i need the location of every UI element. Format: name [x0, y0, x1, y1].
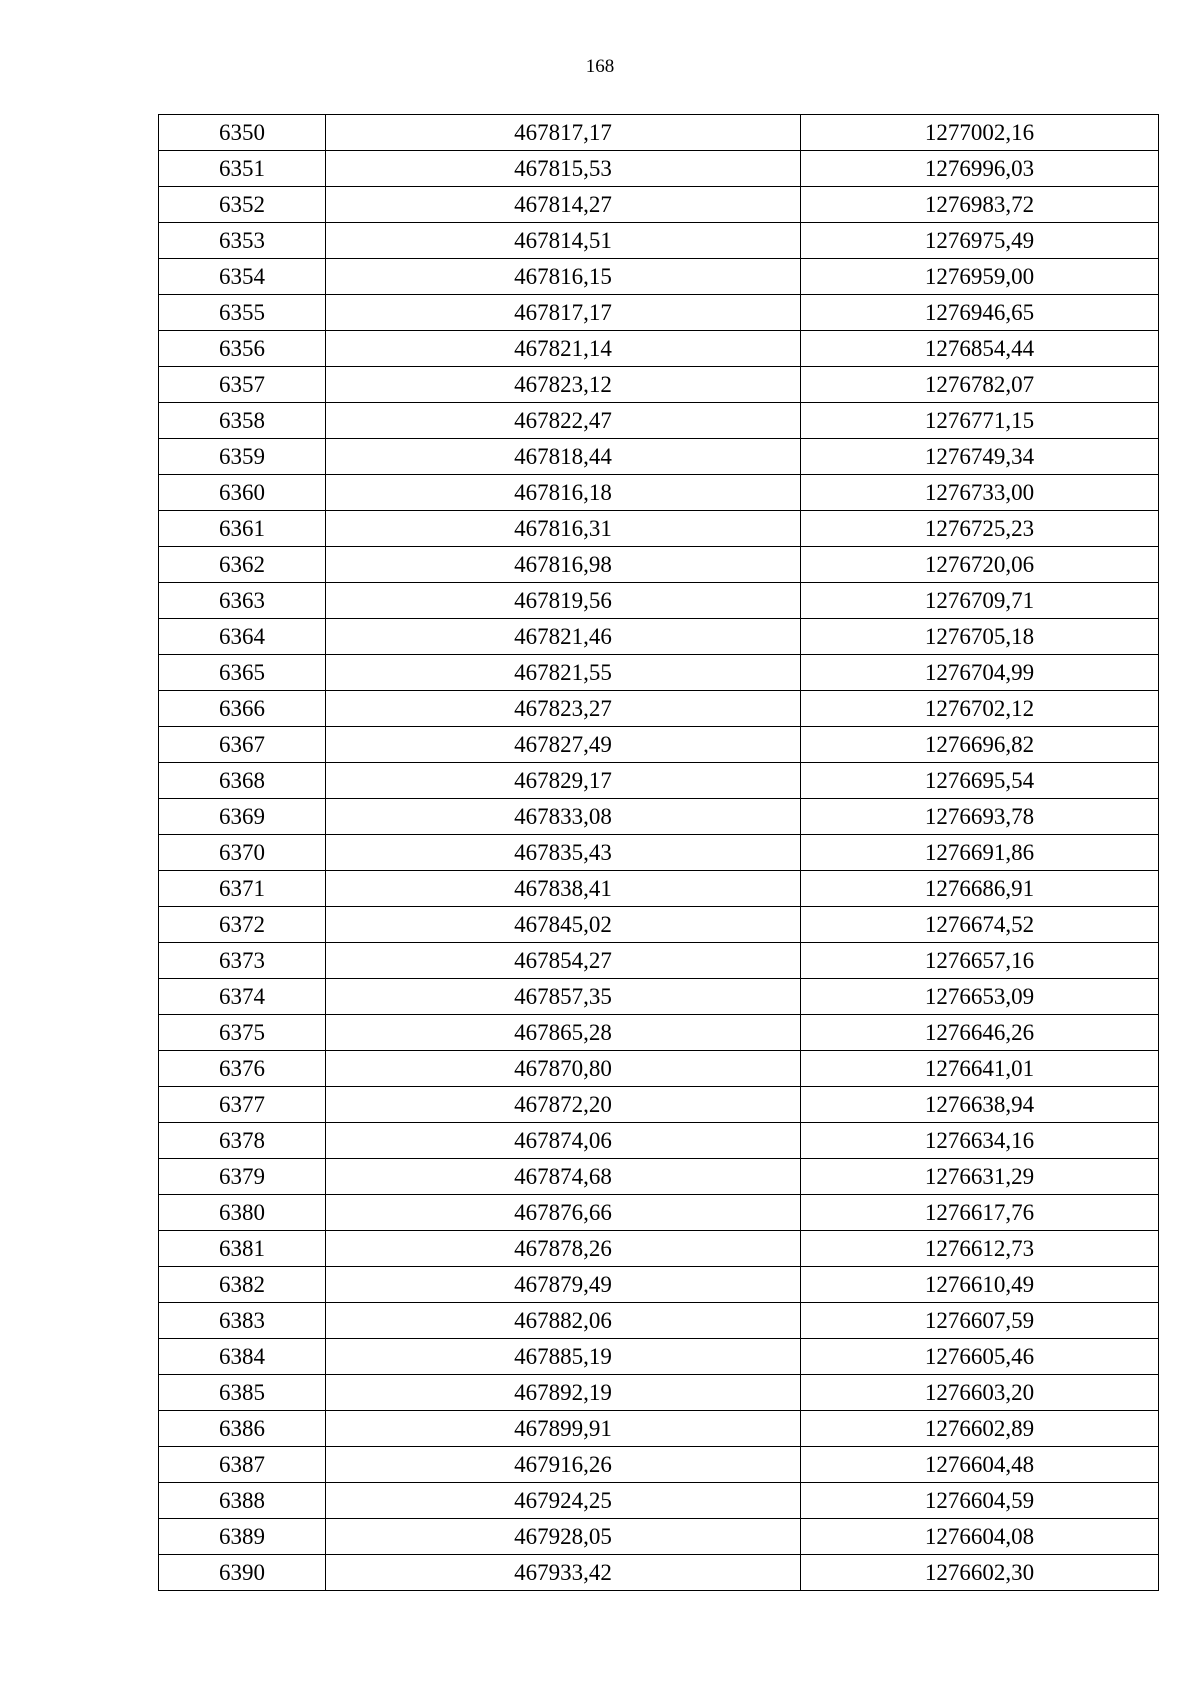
x-coordinate-cell: 467899,91	[326, 1411, 801, 1447]
table-row	[159, 1087, 1159, 1123]
table-row	[159, 655, 1159, 691]
y-coordinate-cell: 1276854,44	[801, 331, 1159, 367]
y-coordinate-cell: 1276782,07	[801, 367, 1159, 403]
table-row	[159, 583, 1159, 619]
point-number-cell: 6350	[159, 115, 326, 151]
point-number-cell: 6387	[159, 1447, 326, 1483]
y-coordinate-cell: 1276696,82	[801, 727, 1159, 763]
y-coordinate-cell: 1276612,73	[801, 1231, 1159, 1267]
y-coordinate-cell: 1276604,08	[801, 1519, 1159, 1555]
table-row	[159, 1267, 1159, 1303]
y-coordinate-cell: 1276704,99	[801, 655, 1159, 691]
y-coordinate-cell: 1276657,16	[801, 943, 1159, 979]
y-coordinate-cell: 1276634,16	[801, 1123, 1159, 1159]
x-coordinate-cell: 467814,51	[326, 223, 801, 259]
x-coordinate-cell: 467821,55	[326, 655, 801, 691]
table-row	[159, 1303, 1159, 1339]
y-coordinate-cell: 1276720,06	[801, 547, 1159, 583]
x-coordinate-cell: 467814,27	[326, 187, 801, 223]
y-coordinate-cell: 1276983,72	[801, 187, 1159, 223]
y-coordinate-cell: 1276674,52	[801, 907, 1159, 943]
point-number-cell: 6361	[159, 511, 326, 547]
y-coordinate-cell: 1276996,03	[801, 151, 1159, 187]
y-coordinate-cell: 1276733,00	[801, 475, 1159, 511]
x-coordinate-cell: 467916,26	[326, 1447, 801, 1483]
x-coordinate-cell: 467882,06	[326, 1303, 801, 1339]
y-coordinate-cell: 1276602,89	[801, 1411, 1159, 1447]
x-coordinate-cell: 467933,42	[326, 1555, 801, 1591]
x-coordinate-cell: 467817,17	[326, 295, 801, 331]
x-coordinate-cell: 467857,35	[326, 979, 801, 1015]
x-coordinate-cell: 467872,20	[326, 1087, 801, 1123]
y-coordinate-cell: 1276604,59	[801, 1483, 1159, 1519]
point-number-cell: 6351	[159, 151, 326, 187]
y-coordinate-cell: 1276693,78	[801, 799, 1159, 835]
table-row	[159, 115, 1159, 151]
table-row	[159, 691, 1159, 727]
table-row	[159, 619, 1159, 655]
point-number-cell: 6388	[159, 1483, 326, 1519]
point-number-cell: 6384	[159, 1339, 326, 1375]
y-coordinate-cell: 1277002,16	[801, 115, 1159, 151]
point-number-cell: 6354	[159, 259, 326, 295]
point-number-cell: 6374	[159, 979, 326, 1015]
page-number: 168	[585, 56, 615, 77]
y-coordinate-cell: 1276638,94	[801, 1087, 1159, 1123]
y-coordinate-cell: 1276602,30	[801, 1555, 1159, 1591]
table-row	[159, 1123, 1159, 1159]
y-coordinate-cell: 1276691,86	[801, 835, 1159, 871]
y-coordinate-cell: 1276975,49	[801, 223, 1159, 259]
x-coordinate-cell: 467829,17	[326, 763, 801, 799]
x-coordinate-cell: 467816,18	[326, 475, 801, 511]
x-coordinate-cell: 467816,98	[326, 547, 801, 583]
point-number-cell: 6357	[159, 367, 326, 403]
x-coordinate-cell: 467878,26	[326, 1231, 801, 1267]
point-number-cell: 6383	[159, 1303, 326, 1339]
point-number-cell: 6366	[159, 691, 326, 727]
x-coordinate-cell: 467865,28	[326, 1015, 801, 1051]
table-row	[159, 367, 1159, 403]
y-coordinate-cell: 1276695,54	[801, 763, 1159, 799]
y-coordinate-cell: 1276686,91	[801, 871, 1159, 907]
y-coordinate-cell: 1276946,65	[801, 295, 1159, 331]
table-row	[159, 943, 1159, 979]
point-number-cell: 6375	[159, 1015, 326, 1051]
table-row	[159, 1339, 1159, 1375]
x-coordinate-cell: 467874,06	[326, 1123, 801, 1159]
x-coordinate-cell: 467822,47	[326, 403, 801, 439]
y-coordinate-cell: 1276709,71	[801, 583, 1159, 619]
table-row	[159, 1519, 1159, 1555]
table-row	[159, 1231, 1159, 1267]
table-row	[159, 223, 1159, 259]
y-coordinate-cell: 1276749,34	[801, 439, 1159, 475]
x-coordinate-cell: 467870,80	[326, 1051, 801, 1087]
table-row	[159, 1195, 1159, 1231]
table-row	[159, 1375, 1159, 1411]
point-number-cell: 6372	[159, 907, 326, 943]
table-row	[159, 1159, 1159, 1195]
table-row	[159, 871, 1159, 907]
table-row	[159, 547, 1159, 583]
table-row	[159, 187, 1159, 223]
x-coordinate-cell: 467876,66	[326, 1195, 801, 1231]
y-coordinate-cell: 1276725,23	[801, 511, 1159, 547]
point-number-cell: 6358	[159, 403, 326, 439]
table-row	[159, 331, 1159, 367]
y-coordinate-cell: 1276653,09	[801, 979, 1159, 1015]
point-number-cell: 6377	[159, 1087, 326, 1123]
y-coordinate-cell: 1276641,01	[801, 1051, 1159, 1087]
y-coordinate-cell: 1276702,12	[801, 691, 1159, 727]
x-coordinate-cell: 467816,15	[326, 259, 801, 295]
x-coordinate-cell: 467845,02	[326, 907, 801, 943]
point-number-cell: 6386	[159, 1411, 326, 1447]
x-coordinate-cell: 467835,43	[326, 835, 801, 871]
x-coordinate-cell: 467821,46	[326, 619, 801, 655]
coordinates-table-body	[159, 115, 1159, 1591]
point-number-cell: 6355	[159, 295, 326, 331]
y-coordinate-cell: 1276617,76	[801, 1195, 1159, 1231]
point-number-cell: 6356	[159, 331, 326, 367]
table-row	[159, 979, 1159, 1015]
point-number-cell: 6371	[159, 871, 326, 907]
point-number-cell: 6390	[159, 1555, 326, 1591]
x-coordinate-cell: 467892,19	[326, 1375, 801, 1411]
point-number-cell: 6360	[159, 475, 326, 511]
point-number-cell: 6365	[159, 655, 326, 691]
table-row	[159, 763, 1159, 799]
x-coordinate-cell: 467838,41	[326, 871, 801, 907]
table-row	[159, 1015, 1159, 1051]
point-number-cell: 6376	[159, 1051, 326, 1087]
table-row	[159, 295, 1159, 331]
table-row	[159, 1555, 1159, 1591]
point-number-cell: 6368	[159, 763, 326, 799]
point-number-cell: 6385	[159, 1375, 326, 1411]
x-coordinate-cell: 467816,31	[326, 511, 801, 547]
table-row	[159, 403, 1159, 439]
x-coordinate-cell: 467928,05	[326, 1519, 801, 1555]
table-row	[159, 475, 1159, 511]
x-coordinate-cell: 467879,49	[326, 1267, 801, 1303]
point-number-cell: 6380	[159, 1195, 326, 1231]
x-coordinate-cell: 467823,12	[326, 367, 801, 403]
table-row	[159, 511, 1159, 547]
x-coordinate-cell: 467817,17	[326, 115, 801, 151]
point-number-cell: 6379	[159, 1159, 326, 1195]
point-number-cell: 6378	[159, 1123, 326, 1159]
table-row	[159, 907, 1159, 943]
x-coordinate-cell: 467924,25	[326, 1483, 801, 1519]
point-number-cell: 6359	[159, 439, 326, 475]
x-coordinate-cell: 467821,14	[326, 331, 801, 367]
y-coordinate-cell: 1276604,48	[801, 1447, 1159, 1483]
y-coordinate-cell: 1276603,20	[801, 1375, 1159, 1411]
point-number-cell: 6364	[159, 619, 326, 655]
point-number-cell: 6369	[159, 799, 326, 835]
point-number-cell: 6382	[159, 1267, 326, 1303]
y-coordinate-cell: 1276705,18	[801, 619, 1159, 655]
y-coordinate-cell: 1276646,26	[801, 1015, 1159, 1051]
x-coordinate-cell: 467827,49	[326, 727, 801, 763]
x-coordinate-cell: 467854,27	[326, 943, 801, 979]
y-coordinate-cell: 1276607,59	[801, 1303, 1159, 1339]
y-coordinate-cell: 1276959,00	[801, 259, 1159, 295]
point-number-cell: 6370	[159, 835, 326, 871]
point-number-cell: 6381	[159, 1231, 326, 1267]
table-row	[159, 151, 1159, 187]
table-row	[159, 439, 1159, 475]
table-row	[159, 1483, 1159, 1519]
point-number-cell: 6367	[159, 727, 326, 763]
coordinates-table	[158, 114, 1159, 1591]
point-number-cell: 6373	[159, 943, 326, 979]
table-row	[159, 259, 1159, 295]
table-row	[159, 727, 1159, 763]
table-row	[159, 1447, 1159, 1483]
y-coordinate-cell: 1276631,29	[801, 1159, 1159, 1195]
table-row	[159, 835, 1159, 871]
x-coordinate-cell: 467885,19	[326, 1339, 801, 1375]
y-coordinate-cell: 1276605,46	[801, 1339, 1159, 1375]
x-coordinate-cell: 467819,56	[326, 583, 801, 619]
x-coordinate-cell: 467874,68	[326, 1159, 801, 1195]
x-coordinate-cell: 467833,08	[326, 799, 801, 835]
point-number-cell: 6389	[159, 1519, 326, 1555]
point-number-cell: 6363	[159, 583, 326, 619]
y-coordinate-cell: 1276771,15	[801, 403, 1159, 439]
point-number-cell: 6362	[159, 547, 326, 583]
x-coordinate-cell: 467815,53	[326, 151, 801, 187]
x-coordinate-cell: 467818,44	[326, 439, 801, 475]
point-number-cell: 6353	[159, 223, 326, 259]
table-row	[159, 1051, 1159, 1087]
table-row	[159, 799, 1159, 835]
point-number-cell: 6352	[159, 187, 326, 223]
table-row	[159, 1411, 1159, 1447]
y-coordinate-cell: 1276610,49	[801, 1267, 1159, 1303]
x-coordinate-cell: 467823,27	[326, 691, 801, 727]
